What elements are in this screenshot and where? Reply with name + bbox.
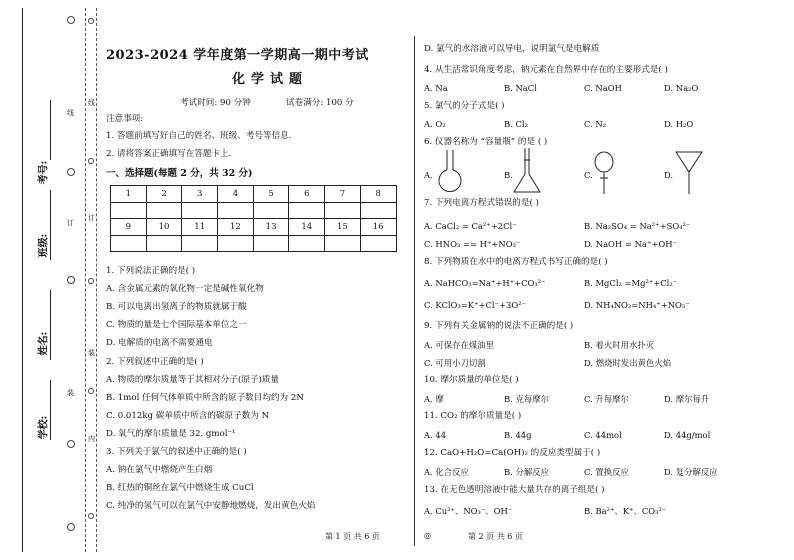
- option: A. Cu²⁺、NO₃⁻、OH⁻: [424, 506, 513, 516]
- option: D. 燃烧时发出黄色火焰: [584, 358, 672, 368]
- option-line: A. 物质的摩尔质量等于其相对分子(原子)质量: [106, 375, 280, 385]
- cut-circle-icon: [67, 276, 75, 284]
- answer-cell[interactable]: [289, 202, 325, 219]
- option-line: D. 氯气的水溶液可以导电，说明氯气是电解质: [424, 44, 600, 54]
- option: D. H₂O: [664, 119, 694, 129]
- option: C.: [584, 170, 593, 180]
- cut-circle-icon: [88, 158, 94, 164]
- school-label: 学校:: [38, 415, 50, 440]
- exam-title: 2023-2024 学年度第一学期高一期中考试: [106, 48, 369, 63]
- option: D. 复分解反应: [664, 467, 718, 477]
- exam-no-label: 考号:: [38, 160, 50, 185]
- question-line: 1. 下列说法正确的是( ): [106, 266, 196, 276]
- cut-circle-icon: [67, 168, 75, 176]
- full-score: 试卷满分: 100 分: [286, 98, 354, 108]
- answer-cell[interactable]: [182, 202, 218, 219]
- cut-char: 订: [67, 219, 74, 227]
- answer-cell[interactable]: [325, 202, 361, 219]
- grid-cell: 6: [289, 186, 325, 203]
- option-line: D. 电解质的电离不需要通电: [106, 338, 213, 348]
- answer-cell[interactable]: [111, 235, 147, 252]
- option: C. 可用小刀切割: [424, 358, 486, 368]
- grid-cell: 15: [325, 219, 361, 236]
- option: A. 摩: [424, 394, 444, 404]
- question-line: 11. CO₂ 的摩尔质量是( ): [424, 411, 522, 421]
- answer-cell[interactable]: [146, 235, 182, 252]
- grid-cell: 1: [111, 186, 147, 203]
- answer-cell[interactable]: [253, 202, 289, 219]
- option: B. 44g: [504, 430, 532, 440]
- option-line: B. 红热的铜丝在氯气中燃烧生成 CuCl: [106, 483, 254, 493]
- option-line: C. 纯净的氢气可以在氯气中安静地燃烧，发出黄色火焰: [106, 501, 316, 511]
- option: D. 摩尔每升: [664, 394, 710, 404]
- question-line: 8. 下列物质在水中的电离方程式书写正确的是( ): [424, 257, 608, 267]
- grid-row-answers: [111, 202, 397, 219]
- grid-cell: 9: [111, 219, 147, 236]
- option: B. Na₂SO₄ = Na²⁺+SO₄²⁻: [584, 221, 691, 231]
- grid-cell: 5: [253, 186, 289, 203]
- option: D. NH₄NO₃=NH₄⁺+NO₃⁻: [584, 300, 690, 310]
- question-line: 7. 下列电离方程式错误的是( ): [424, 198, 539, 208]
- option-line: D. 氧气的摩尔质量是 32. gmol⁻¹: [106, 429, 236, 439]
- volumetric-flask-icon: [510, 148, 544, 196]
- question-line: 6. 仪器名称为 “容量瓶” 的是 ( ): [424, 137, 548, 147]
- option: A. 可保存在煤油里: [424, 340, 494, 350]
- option: C. 置换反应: [584, 467, 629, 477]
- grid-row-numbers: [111, 219, 397, 236]
- round-bottom-flask-icon: [436, 150, 464, 194]
- cut-char: 装: [67, 389, 74, 397]
- strip-border-left: [22, 8, 23, 552]
- answer-cell[interactable]: [289, 235, 325, 252]
- class-label: 班级:: [38, 233, 50, 258]
- grid-cell: 7: [325, 186, 361, 203]
- strip-cut-line-inner: [96, 8, 97, 552]
- option: B. Ba²⁺、K⁺、CO₃²⁻: [584, 506, 667, 516]
- option: B. Cl₂: [504, 119, 528, 129]
- cut-circle-icon: [67, 440, 75, 448]
- option-line: A. 含金属元素的氧化物一定是碱性氧化物: [106, 284, 264, 294]
- option: C. NaOH: [584, 83, 622, 93]
- option-line: B. 可以电离出氢离子的物质就属于酸: [106, 302, 247, 312]
- inner-char: 线: [88, 99, 95, 107]
- answer-cell[interactable]: [325, 235, 361, 252]
- page-number-left: 第 1 页 共 6 页: [325, 532, 380, 541]
- center-mark-icon: ◎: [424, 531, 431, 540]
- strip-cut-line-outer: [85, 8, 86, 552]
- grid-cell: 12: [218, 219, 254, 236]
- page-number-right: 第 2 页 共 6 页: [468, 532, 523, 541]
- school-blank[interactable]: [50, 380, 51, 440]
- option: A. NaHCO₃=Na⁺+H⁺+CO₃²⁻: [424, 278, 546, 288]
- option: C. N₂: [584, 119, 607, 129]
- option: B. 克每摩尔: [504, 394, 549, 404]
- notice-item: 1. 答题前填写好自己的姓名、班级、考号等信息.: [106, 131, 292, 141]
- answer-cell[interactable]: [182, 235, 218, 252]
- option: D. 44g/mol: [664, 430, 711, 440]
- grid-cell: 4: [218, 186, 254, 203]
- option: A. O₂: [424, 119, 446, 129]
- answer-cell[interactable]: [218, 202, 254, 219]
- option-line: A. 钠在氯气中燃烧产生白烟: [106, 465, 213, 475]
- option: C. HNO₃ == H⁺+NO₃⁻: [424, 239, 521, 249]
- cut-char: 线: [67, 109, 74, 117]
- grid-cell: 16: [360, 219, 396, 236]
- inner-char: 内: [88, 435, 95, 443]
- funnel-icon: [674, 150, 704, 194]
- notice-item: 2. 请将答案正确填写在答题卡上.: [106, 149, 232, 159]
- inner-char: 装: [88, 349, 95, 357]
- answer-cell[interactable]: [360, 202, 396, 219]
- cut-circle-icon: [67, 523, 75, 531]
- option: B.: [504, 170, 513, 180]
- notice-title: 注意事项:: [106, 114, 144, 124]
- separatory-funnel-icon: [592, 150, 616, 194]
- grid-cell: 14: [289, 219, 325, 236]
- question-line: 3. 下列关于氯气的叙述中正确的是( ): [106, 447, 247, 457]
- question-line: 5. 氯气的分子式是( ): [424, 101, 505, 111]
- grid-cell: 13: [253, 219, 289, 236]
- grid-cell: 2: [146, 186, 182, 203]
- option: A. 化合反应: [424, 467, 469, 477]
- option: C. 升每摩尔: [584, 394, 629, 404]
- option: D. Na₂O: [664, 83, 699, 93]
- cut-circle-icon: [88, 513, 94, 519]
- grid-cell: 10: [146, 219, 182, 236]
- option: A. 44: [424, 430, 447, 440]
- option: B. 分解反应: [504, 467, 549, 477]
- cut-circle-icon: [88, 18, 94, 24]
- option: C. KClO₃=K⁺+Cl⁻+3O²⁻: [424, 300, 526, 310]
- question-line: 10. 摩尔质量的单位是( ): [424, 375, 519, 385]
- option-line: C. 物质的量是七个国际基本单位之一: [106, 320, 247, 330]
- inner-char: 订: [88, 214, 95, 222]
- answer-cell[interactable]: [111, 202, 147, 219]
- class-blank[interactable]: [50, 190, 51, 260]
- grid-cell: 8: [360, 186, 396, 203]
- answer-cell[interactable]: [218, 235, 254, 252]
- cut-circle-icon: [67, 16, 75, 24]
- binding-strip: [0, 0, 100, 560]
- exam-no-blank[interactable]: [50, 100, 51, 160]
- grid-row-numbers: [111, 186, 397, 203]
- answer-cell[interactable]: [253, 235, 289, 252]
- option: B. NaCl: [504, 83, 537, 93]
- column-divider: [414, 36, 415, 546]
- option-line: C. 0.012kg 碳单质中所含的碳原子数为 N: [106, 411, 270, 421]
- exam-subtitle: 化学试题: [232, 72, 309, 87]
- option: B. 着火时用水扑灭: [584, 340, 655, 350]
- option: C. 44mol: [584, 430, 622, 440]
- answer-cell[interactable]: [146, 202, 182, 219]
- name-label: 姓名:: [38, 331, 50, 356]
- question-line: 12. CaO+H₂O=Ca(OH)₂ 的反应类型属于( ): [424, 448, 601, 458]
- option: D. NaOH = Na⁺+OH⁻: [584, 239, 677, 249]
- question-line: 13. 在无色透明溶液中能大量共存的离子组是( ): [424, 485, 605, 495]
- grid-cell: 11: [182, 219, 218, 236]
- option: B. MgCl₂ =Mg²⁺+Cl₂⁻: [584, 278, 678, 288]
- option: A. Na: [424, 83, 448, 93]
- answer-grid: [110, 185, 397, 252]
- option: A. CaCl₂ = Ca²⁺+2Cl⁻: [424, 221, 517, 231]
- option: D.: [664, 170, 674, 180]
- option: A.: [424, 170, 433, 180]
- exam-time: 考试时间: 90 分钟: [180, 98, 251, 108]
- answer-cell[interactable]: [360, 235, 396, 252]
- name-blank[interactable]: [50, 290, 51, 360]
- question-line: 4. 从生活常识角度考虑，钠元素在自然界中存在的主要形式是( ): [424, 65, 668, 75]
- section-title: 一、选择题(每题 2 分，共 32 分): [106, 168, 253, 179]
- cut-circle-icon: [88, 278, 94, 284]
- cut-circle-icon: [88, 388, 94, 394]
- question-line: 9. 下列有关金属钠的说法不正确的是( ): [424, 321, 574, 331]
- question-line: 2. 下列叙述中正确的是( ): [106, 357, 204, 367]
- grid-cell: 3: [182, 186, 218, 203]
- grid-row-answers: [111, 235, 397, 252]
- option-line: B. 1mol 任何气体单质中所含的原子数目均约为 2N: [106, 393, 304, 403]
